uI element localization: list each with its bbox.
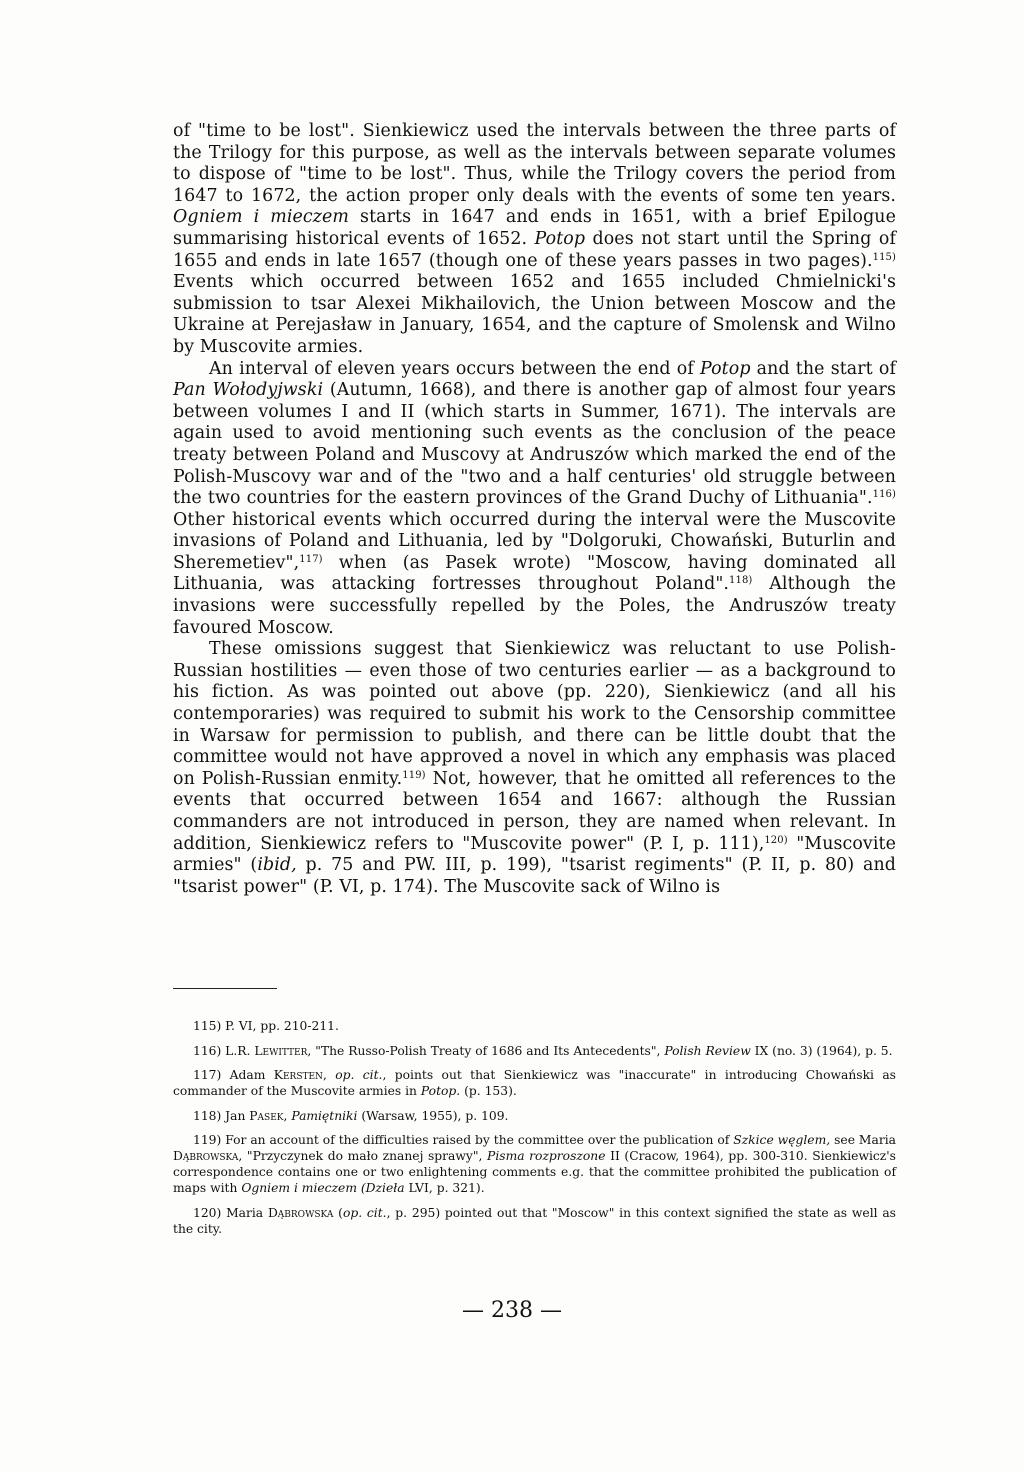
footnote-ref-120[interactable]: 120): [764, 834, 788, 846]
footnote-115: 115) P. VI, pp. 210-211.: [193, 1019, 339, 1033]
footnote-119: 119) For an account of the difficulties raised by the committee over the publication of Szkice węglem, see Maria Dąbrowska, "Przyczynek do mało znanej sprawy", Pisma rozproszone II (Cracow, 1964), pp. 300-310. Sienkiewicz's correspondence contains one or two enlightening comments e.g. that the committee prohibited the publication of maps with Ogniem i mieczem (Dzieła LVI, p. 321).: [173, 1133, 896, 1195]
footnote-117: 117) Adam Kersten, op. cit., points out that Sienkiewicz was "inaccurate" in introducing Chowański as commander of the Muscovite armies in Potop. (p. 153).: [173, 1068, 896, 1098]
footnote-ref-118[interactable]: 118): [729, 575, 753, 587]
paragraph-3: These omissions suggest that Sienkiewicz was reluctant to use Polish-Russian hostilities — even those of two centuries earlier — as a background to his fiction. As was pointed out above (pp. 220), Sienkiewicz (and all his contemporaries) was required to submit his work to the Censorship committee in Warsaw for permission to publish, and there can be little doubt that the committee would not have approved a novel in which any emphasis was placed on Polish-Russian enmity.$^{119)}$ Not, however, that he omitted all references to the events that occurred between 1654 and 1667: although the Russian commanders are not introduced in person, they are named when relevant. In addition, Sienkiewicz refers to "Muscovite power" (P. I, p. 111),$^{120)}$ "Muscovite armies" (ibid, p. 75 and PW. III, p. 199), "tsarist regiments" (P. II, p. 80) and "tsarist power" (P. VI, p. 174). The Muscovite sack of Wilno is: [173, 639, 896, 897]
footnote-ref-119[interactable]: 119): [402, 769, 426, 781]
footnote-118: 118) Jan Pasek, Pamiętniki (Warsaw, 1955), p. 109.: [193, 1108, 509, 1123]
main-text: [173, 121, 896, 898]
footnote-120: 120) Maria Dąbrowska (op. cit., p. 295) pointed out that "Moscow" in this context signified the state as well as the city.: [173, 1205, 896, 1236]
paragraph-2: An interval of eleven years occurs between the end of Potop and the start of Pan Wołodyjwski (Autumn, 1668), and there is another gap of almost four years between volumes I and II (which starts in Summer, 1671). The intervals are again used to avoid mentioning such events as the conclusion of the peace treaty between Poland and Muscovy at Andruszów which marked the end of the Polish-Muscovy war and of the "two and a half centuries' old struggle between the two countries for the eastern provinces of the Grand Duchy of Lithuania".$^{116)}$ Other historical events which occurred during the interval were the Muscovite invasions of Poland and Lithuania, led by "Dolgoruki, Chowański, Buturlin and Sheremetiev",$^{117)}$ when (as Pasek wrote) "Moscow, having dominated all Lithuania, was attacking fortresses throughout Poland".$^{118)}$ Although the invasions were successfully repelled by the Poles, the Andruszów treaty favoured Moscow.: [173, 358, 896, 638]
paragraph-1: of "time to be lost". Sienkiewicz used the intervals between the three parts of the Trilogy for this purpose, as well as the intervals between separate volumes to dispose of "time to be lost". Thus, while the Trilogy covers the period from 1647 to 1672, the action proper only deals with the events of some ten years. Ogniem i mieczem starts in 1647 and ends in 1651, with a brief Epilogue summarising historical events of 1652. Potop does not start until the Spring of 1655 and ends in late 1657 (though one of these years passes in two pages).$^{115)}$ Events which occurred between 1652 and 1655 included Chmielnicki's submission to tsar Alexei Mikhailovich, the Union between Moscow and the Ukraine at Perejasław in January, 1654, and the capture of Smolensk and Wilno by Muscovite armies.: [173, 121, 896, 357]
footnotes: [173, 1018, 896, 1245]
footnote-divider: [173, 988, 277, 989]
footnote-ref-117[interactable]: 117): [299, 553, 323, 565]
footnote-ref-115[interactable]: 115): [872, 251, 896, 263]
page-number: — 238 —: [462, 1298, 562, 1323]
footnote-116: 116) L.R. Lewitter, "The Russo-Polish Treaty of 1686 and Its Antecedents", Polish Review IX (no. 3) (1964), p. 5.: [193, 1043, 893, 1058]
footnote-ref-116[interactable]: 116): [872, 489, 896, 501]
